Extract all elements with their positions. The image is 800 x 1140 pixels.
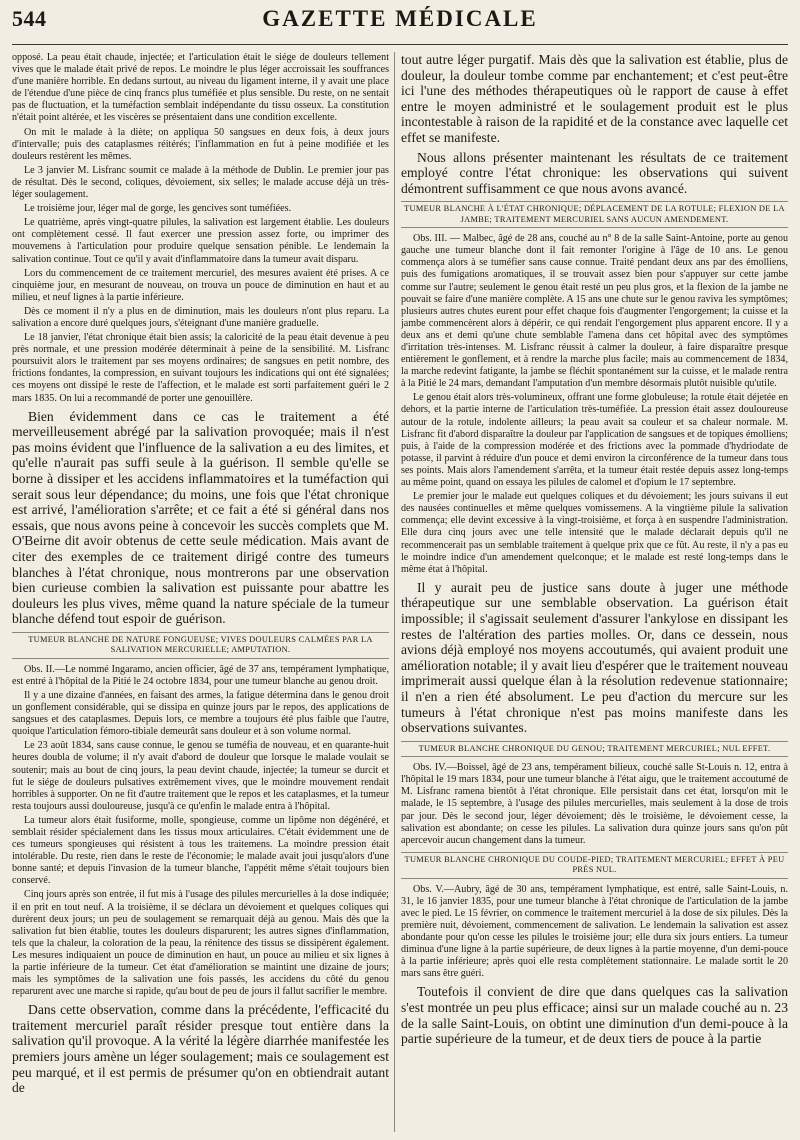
paragraph: Le troisième jour, léger mal de gorge, les gencives sont tuméfiées.	[24, 203, 292, 215]
observation-paragraph: Obs. IV.—Boissel, âgé de 23 ans, tempérament bilieux, couché salle St-Louis n. 12, entra à l'hôpital le 19 mars 1834, pour une tumeur blanche à l'état aigu, que le traitement accoutumé de M. Lisfranc ramena bientôt à l'état chronique. Elle persistait dans cet état, lorsqu'on mit le malade, le 15 septembre, à l'usage des pilules mercurielles, mais seulement à la dose de trois par jour. Dès le second jour, léger dévoiement; dès le troisième, le dévoiement cesse, la salivation est abondante; on cesse les pilules. La salivation dura quinze jours sans qu'on pût apercevoir aucun changement dans la tumeur.	[401, 762, 788, 846]
paragraph: Lors du commencement de ce traitement mercuriel, des mesures avaient été prises. A ce cinquième jour, en mesurant de nouveau, on trouva un pouce de diminution en haut et au milieu, et neuf lignes à la partie inférieure.	[12, 267, 389, 303]
paragraph: opposé. La peau était chaude, injectée; et l'articulation était le siége de douleurs tellement vives que le malade était privé de repos. Le moindre le plus léger accroissait les souffrances d'une manière horrible. En dedans surtout, au niveau du ligament interne, il y avait une place de l'étendue d'une pièce de cinq francs plus tuméfiée et plus sensible. Du reste, on ne sentait pas de fluctuation, et la tuméfaction semblait indépendante du tissu osseux. La constitution n'était point altérée, et les viscères se présentaient dans une condition excellente.	[12, 52, 389, 124]
paragraph: Le 23 août 1834, sans cause connue, le genou se tuméfia de nouveau, et en quarante-huit heures doubla de volume; il n'y avait d'abord de douleur que lorsque le malade voulait se soutenir; mais au bout de cinq jours, la peau devint chaude, injectée; la tumeur se durcit et fut le siége de douleurs pulsatives extrêmement vives, que le moindre mouvement rendait horribles à supporter. On ne fit d'autre traitement que le repos et les cataplasmes, et la tumeur resta toujours aussi douloureuse, jusqu'à ce qu'enfin le malade entra à l'hôpital.	[12, 740, 389, 812]
observation-paragraph: Obs. III. — Malbec, âgé de 28 ans, couché au n° 8 de la salle Saint-Antoine, porte au genou gauche une tumeur blanche dont il fait remonter l'origine à l'âge de 10 ans. Le genou commença alors à se tuméfier sans cause connue. Traité pendant deux ans par des émolliens, puis des fumigations aromatiques, il se trouvait assez bien pour s'appuyer sur cette jambe comme sur l'autre; seulement le genou était resté un peu plus gros, et la flexion de la jambe ne pouvait se faire d'une manière complète. A 15 ans une chute sur le genou raviva les symptômes; plusieurs autres chutes eurent pour effet chaque fois d'augmenter l'engorgement; la cuisse et la jambe commencèrent alors à dépérir, ce qui rendait l'engorgement plus apparent encore. Il y a deux ans et demi qu'une chute semblable l'amena dans cet hôpital avec des symptômes d'irritation très-intenses. M. Lisfranc réussit à calmer la douleur, à faire disparaître presque entièrement le gonflement, et à rendre la marche plus facile; mais au commencement de 1834, la marche redevint fatigante, la jambe se fléchit spontanément sur la cuisse, et le malade rentra à la Pitié le 24 mars, demandant l'amputation d'un membre désormais plutôt nuisible qu'utile.	[401, 233, 788, 390]
page-title: GAZETTE MÉDICALE	[262, 6, 538, 31]
section-heading: TUMEUR BLANCHE À L'ÉTAT CHRONIQUE; DÉPLACEMENT DE LA ROTULE; FLEXION DE LA JAMBE; TRAITEMENT MERCURIEL SANS AUCUN AMENDEMENT.	[401, 201, 788, 228]
paragraph: Le genou était alors très-volumineux, offrant une forme globuleuse; la rotule était déjetée en dehors, et la partie interne de l'articulation très-tuméfiée. La pression était assez douloureuse autour de la rotule, indolente ailleurs; la peau avait sa couleur et sa chaleur normale. M. Lisfranc fit d'abord disparaître la douleur par l'application de sangsues et de topiques émolliens; puis, à l'aide de la compression modérée et des frictions avec la pommade d'hydriodate de potasse, il parvint à réduire d'un pouce et demi environ la circonférence de la tumeur dans tous ses points. Mais alors l'amendement s'arrêta, et la tumeur était restée depuis assez long-temps au même point, quand on essaya les pilules de calomel et d'opium le 17 septembre.	[401, 392, 788, 489]
commentary-paragraph: Nous allons présenter maintenant les résultats de ce traitement employé contre l'état chronique: les observations qui suivent démontrent suffisamment ce que nous avons avancé.	[401, 149, 788, 196]
section-heading: TUMEUR BLANCHE DE NATURE FONGUEUSE; VIVES DOULEURS CALMÉES PAR LA SALIVATION MERCURIELLE; AMPUTATION.	[12, 632, 389, 659]
page-number: 544	[12, 6, 47, 31]
column-divider	[394, 52, 395, 1132]
observation-paragraph: Obs. V.—Aubry, âgé de 30 ans, tempérament lymphatique, est entré, salle Saint-Louis, n. 31, le 16 janvier 1835, pour une tumeur blanche à l'état chronique de l'articulation de la jambe avec le pied. Le 15 février, on commence le traitement mercuriel à la dose de six pilules. Dès la première nuit, dévoiement, commencement de salivation. Le lendemain la salivation est assez abondante pour qu'on cesse les pilules le troisième jour; elle dura six jours entiers. La tumeur diminua d'une ligne à la partie supérieure, de deux lignes à la partie moyenne, d'un demi-pouce à la partie inférieure; après quoi elle resta complètement stationnaire. Le malade sortit le 20 mars sans être guéri.	[401, 883, 788, 980]
commentary-paragraph: Dans cette observation, comme dans la précédente, l'efficacité du traitement mercuriel paraît résider presque tout entière dans la salivation qu'il provoque. A la vérité la légère diarrhée manifestée les premiers jours amène un léger soulagement; mais ce soulagement est peu marqué, et il est permis de présumer qu'on en obtiendrait autant de	[12, 1002, 389, 1096]
section-heading: TUMEUR BLANCHE CHRONIQUE DU GENOU; TRAITEMENT MERCURIEL; NUL EFFET.	[401, 741, 788, 757]
paragraph: Dès ce moment il n'y a plus en de diminution, mais les douleurs n'ont plus reparu. La salivation a encore duré quelques jours, s'éteignant d'une manière graduelle.	[12, 305, 389, 329]
paragraph: Il y a une dizaine d'années, en faisant des armes, la fatigue détermina dans le genou droit un gonflement considérable, qui se dissipa en quinze jours par le repos, des applications de sangsues et des cataplasmes. Depuis lors, ce membre a toujours été plus faible que l'autre, quoique l'articulation fémoro-tibiale demeurât sans douleur et à son volume normal.	[12, 689, 389, 738]
page-header	[12, 4, 788, 45]
paragraph: Le 18 janvier, l'état chronique était bien assis; la caloricité de la peau était devenue à peu près normale, et une pression modérée déterminait à peine de la sensibilité. M. Lisfranc poursuivit alors le traitement par ses moyens ordinaires; de sangsues en petit nombre, des frictions fondantes, la compression, en suivant toujours les indications qui ont été signalées; ces moyens ont dissipé le reste de l'affection, et le malade est sorti parfaitement guéri le 2 mars 1835. On lui a recommandé de porter une genouillère.	[12, 332, 389, 404]
commentary-paragraph: tout autre léger purgatif. Mais dès que la salivation est établie, plus de douleur, la douleur tombe comme par enchantement; et c'est peut-être ici l'une des méthodes thérapeutiques où le rapport de cause à effet entre le moyen administré et le soulagement produit est le plus incontestable à raison de la rapidité et de la constance avec laquelle cet effet se manifeste.	[401, 52, 788, 145]
paragraph: Le premier jour le malade eut quelques coliques et du dévoiement; les jours suivans il eut des nausées continuelles et même quelques vomissemens. A la vingtième pilule la salivation commença; elle devint excessive à la vingt-troisième, et força à en suspendre l'administration. Elle dura cinq jours avec une telle intensité que le malade déclarait depuis qu'il ne recommencerait pas un semblable traitement à quelque prix que ce fût. Au reste, il n'y a pas eu le moindre indice d'un amendement quelconque; et le malade est resté long-temps dans le même état à l'hôpital.	[401, 491, 788, 575]
commentary-paragraph: Toutefois il convient de dire que dans quelques cas la salivation s'est montrée un peu plus efficace; ainsi sur un malade couché au n. 23 de la salle Saint-Louis, on obtint une diminution d'un demi-pouce à la partie supérieure de la tumeur, et de deux tiers de pouce à la partie	[401, 984, 788, 1047]
section-heading: TUMEUR BLANCHE CHRONIQUE DU COUDE-PIED; TRAITEMENT MERCURIEL; EFFET À PEU PRÈS NUL.	[401, 852, 788, 879]
paragraph: On mit le malade à la diète; on appliqua 50 sangsues en deux fois, à deux jours d'intervalle; puis des cataplasmes réitérés; l'inflammation en fut à peine modifiée et les douleurs restèrent les mêmes.	[12, 126, 389, 162]
commentary-paragraph: Bien évidemment dans ce cas le traitement a été merveilleusement abrégé par la salivation provoquée; mais il n'est pas moins évident que l'influence de la salivation a eu des limites, et qu'elle n'aurait pas suffi seule à la guérison. Il semble qu'elle se borne à dissiper et les accidens inflammatoires et la tuméfaction qui serait sous leur dépendance; du moins, une fois que l'état chronique est arrivé, l'amélioration s'arrête; et ce fait a été si général dans nos essais, que nous avons peine à concevoir les succès complets que M. O'Beirne dit avoir obtenus de cette seule médication. Mais avant de citer des exemples de ce traitement dirigé contre des tumeurs blanches à l'état chronique, nous montrerons par une observation bien curieuse combien la salivation est puissante pour abattre les douleurs les plus vives, même quand la nature spéciale de la tumeur blanche défend tout espoir de guérison.	[12, 408, 389, 627]
right-column	[401, 52, 788, 1134]
observation-paragraph: Obs. II.—Le nommé Ingaramo, ancien officier, âgé de 37 ans, tempérament lymphatique, est entré à l'hôpital de la Pitié le 24 octobre 1834, pour une tumeur blanche au genou droit.	[12, 663, 389, 687]
paragraph: Cinq jours après son entrée, il fut mis à l'usage des pilules mercurielles à la dose indiquée; il en prit en tout neuf. A la troisième, il se déclara un dévoiement et quelques coliques qui durèrent deux jours; un peu de soulagement se remarquait déjà au genou. Mais dès que la salivation fut bien établie, toutes les douleurs disparurent; les autres signes d'inflammation, tels que la chaleur, la coloration de la peau, la rénitence des tissus se dissipèrent également. Les mesures indiquaient un pouce de diminution en haut, un pouce au milieu et six lignes à la partie inférieure de la tumeur. Cet état d'amélioration se maintint une dizaine de jours; mais les symptômes de la salivation une fois passés, les accidens du côté du genou reparurent avec une marche si rapide, qu'au bout de peu de jours il fallut sacrifier le membre.	[12, 889, 389, 998]
paragraph: La tumeur alors était fusiforme, molle, spongieuse, comme un lipôme non dégénéré, et semblait résider spécialement dans les tissus moux articulaires. C'était évidemment une de ces tumeurs spongieuses qui résistent à tous les traitemens. La moindre pression était intolérable. Du reste, rien dans le reste de l'économie; le malade avait joui jusqu'alors d'une bonne santé; et depuis l'invasion de la tumeur blanche, l'appétit même s'était toujours bien conservé.	[12, 814, 389, 887]
paragraph: Le 3 janvier M. Lisfranc soumit ce malade à la méthode de Dublin. Le premier jour pas de résultat. Dès le second, coliques, dévoiement, six selles; le malade accuse déjà un très-léger soulagement.	[12, 164, 389, 201]
left-column	[12, 52, 389, 1134]
commentary-paragraph: Il y aurait peu de justice sans doute à juger une méthode thérapeutique sur une semblable observation. La guérison était impossible; il s'agissait seulement d'assurer l'ankylose en dissipant les restes de l'altération des parties molles. Or, dans ce dessein, nous avions déjà employé nos moyens accoutumés, qui avaient produit une amélioration notable; il y avait lieu d'espérer que le traitement nouveau imprimerait aussi quelque élan à la résolution redevenue stationnaire; il n'en a rien été absolument. Le peu d'action du mercure sur les tumeurs à l'état chronique n'est pas moins manifeste dans les observations suivantes.	[401, 579, 788, 736]
paragraph: Le quatrième, après vingt-quatre pilules, la salivation est largement établie. Les douleurs ont complètement cessé. Il faut exercer une pression assez forte, ou imprimer des mouvemens à l'articulation pour produire quelque sensation pénible. Le lendemain la salivation continue. Tout ce qu'il y avait d'inflammatoire dans la tumeur avait disparu.	[12, 217, 389, 265]
